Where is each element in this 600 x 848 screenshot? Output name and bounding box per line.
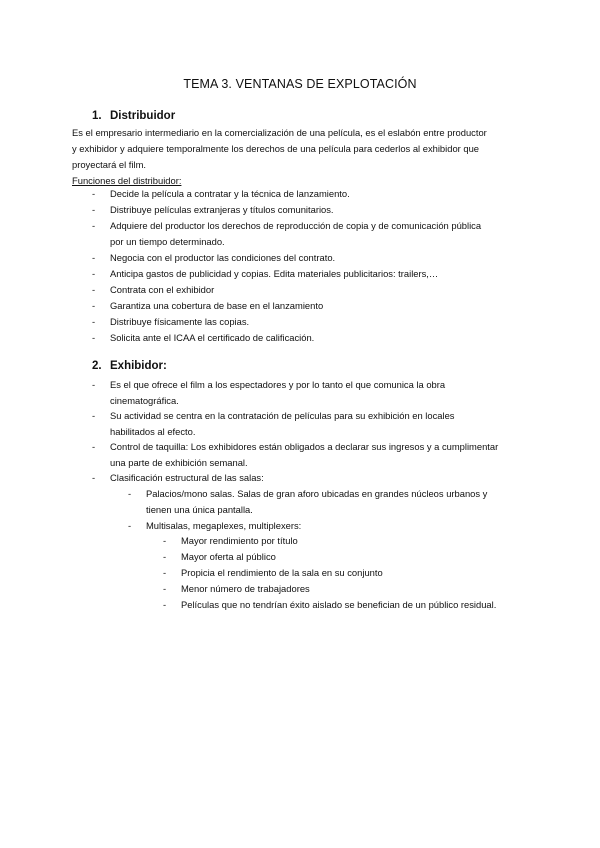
section-1-title: Distribuidor: [110, 110, 176, 122]
document-title: TEMA 3. VENTANAS DE EXPLOTACIÓN: [183, 77, 417, 91]
list-bullet: -: [92, 316, 96, 327]
sub-list-bullet: -: [128, 488, 132, 499]
sub-sub-list-item: Propicia el rendimiento de la sala en su conjunto: [181, 567, 383, 578]
list-item: Control de taquilla: Los exhibidores están obligados a declarar sus ingresos y a cumplimentar una parte de exhibición semanal.: [110, 441, 499, 468]
sub-sub-list-item: Películas que no tendrían éxito aislado se benefician de un público residual.: [181, 599, 497, 610]
list-bullet: -: [92, 188, 96, 199]
list-item: Anticipa gastos de publicidad y copias. Edita materiales publicitarios: trailers,…: [110, 268, 439, 279]
sub-sub-list-bullet: -: [163, 599, 167, 610]
list-bullet: -: [92, 220, 96, 231]
list-item: Contrata con el exhibidor: [110, 284, 215, 295]
sub-list-bullet: -: [128, 520, 132, 531]
list-item: Decide la película a contratar y la técnica de lanzamiento.: [110, 188, 350, 199]
section-1-intro: [72, 125, 532, 189]
list-bullet: -: [92, 441, 96, 452]
sub-sub-list-bullet: -: [163, 583, 167, 594]
list-item: Adquiere del productor los derechos de reproducción de copia y de comunicación pública por un tiempo determinado.: [110, 220, 482, 247]
list-item: Negocia con el productor las condiciones del contrato.: [110, 252, 336, 263]
list-item: Clasificación estructural de las salas:: [110, 472, 264, 483]
functions-label: Funciones del distribuidor:: [72, 175, 182, 186]
sub-list-item: Palacios/mono salas. Salas de gran aforo ubicadas en grandes núcleos urbanos y tienen una única pantalla.: [146, 488, 488, 515]
list-item: Es el que ofrece el film a los espectadores y por lo tanto el que comunica la obra cinematográfica.: [110, 379, 446, 406]
list-bullet: -: [92, 252, 96, 263]
list-item: Distribuye películas extranjeras y títulos comunitarios.: [110, 204, 334, 215]
sub-sub-list-item: Menor número de trabajadores: [181, 583, 310, 594]
list-bullet: -: [92, 284, 96, 295]
list-bullet: -: [92, 379, 96, 390]
sub-sub-list-item: Mayor oferta al público: [181, 551, 276, 562]
list-bullet: -: [92, 268, 96, 279]
sub-list-item: Multisalas, megaplexes, multiplexers:: [146, 520, 302, 531]
section-2-title: Exhibidor:: [110, 360, 167, 372]
section-1-number: 1.: [92, 110, 102, 122]
sub-sub-list-bullet: -: [163, 567, 167, 578]
sub-sub-list-bullet: -: [163, 535, 167, 546]
section-2-heading: [92, 360, 167, 372]
list-item: Distribuye físicamente las copias.: [110, 316, 250, 327]
list-item: Su actividad se centra en la contratación de películas para su exhibición en locales habilitados al efecto.: [110, 410, 455, 437]
intro-line: Es el empresario intermediario en la comercialización de una película, es el eslabón entre productor: [72, 127, 487, 138]
sub-sub-list-item: Mayor rendimiento por título: [181, 535, 298, 546]
intro-line: proyectará el film.: [72, 159, 146, 170]
list-bullet: -: [92, 410, 96, 421]
list-bullet: -: [92, 300, 96, 311]
list-bullet: -: [92, 472, 96, 483]
list-bullet: -: [92, 204, 96, 215]
list-item: Garantiza una cobertura de base en el lanzamiento: [110, 300, 324, 311]
intro-line: y exhibidor y adquiere temporalmente los derechos de una película para cederlos al exhibidor que: [72, 143, 480, 154]
list-item: Solicita ante el ICAA el certificado de calificación.: [110, 332, 315, 343]
sub-sub-list-bullet: -: [163, 551, 167, 562]
section-1-heading: [92, 110, 175, 122]
list-bullet: -: [92, 332, 96, 343]
section-2-number: 2.: [92, 360, 102, 372]
